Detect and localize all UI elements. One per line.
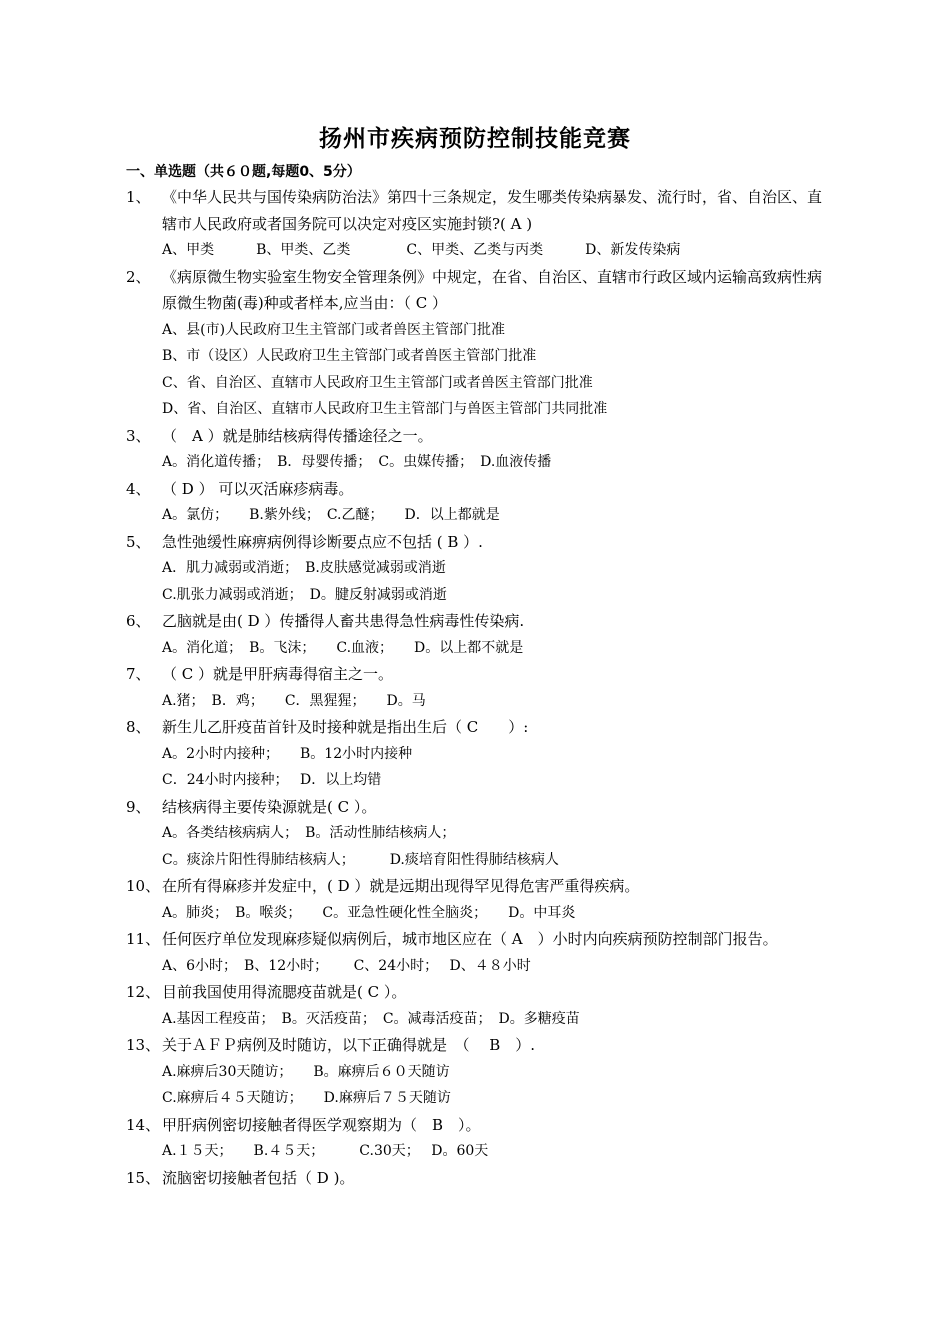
page-title: 扬州市疾病预防控制技能竞赛: [319, 126, 631, 152]
question-stem: 甲肝病例密切接触者得医学观察期为（ B ）。: [162, 1115, 481, 1134]
question-item: [0, 264, 950, 423]
question-number: 11、: [126, 930, 161, 948]
question-options: A。消化道； B。飞沫； C.血液； D。以上都不就是: [162, 639, 524, 656]
question-stem: 新生儿乙肝疫苗首针及时接种就是指出生后（ C ）:: [162, 718, 529, 736]
question-number: 7、: [126, 665, 151, 683]
question-stem: 关于ＡＦＰ病例及时随访，以下正确得就是 （ B ）.: [162, 1036, 536, 1054]
question-options: A.猪； B．鸡； C．黑猩猩； D。马: [162, 692, 426, 709]
question-list: [0, 184, 950, 1191]
question-options: C。痰涂片阳性得肺结核病人； D.痰培育阳性得肺结核病人: [162, 851, 559, 868]
question-number: 1、: [126, 188, 151, 206]
question-options: A．肌力减弱或消逝； B.皮肤感觉减弱或消逝: [162, 560, 446, 576]
question-options: A。氯仿； B.紫外线； C.乙醚； D．以上都就是: [162, 507, 500, 523]
question-item: [0, 1032, 950, 1112]
question-options: A、甲类 B、甲类、乙类 C、甲类、乙类与丙类 D、新发传染病: [162, 242, 681, 258]
question-item: [0, 873, 950, 926]
question-item: [0, 794, 950, 874]
question-options: A。2小时内接种； B。12小时内接种: [162, 745, 413, 762]
question-item: [0, 423, 950, 476]
question-stem: 乙脑就是由( D ）传播得人畜共患得急性病毒性传染病.: [162, 612, 525, 630]
question-number: 4、: [126, 479, 151, 498]
question-item: [0, 529, 950, 609]
question-options: C.肌张力减弱或消逝； D。腱反射减弱或消逝: [162, 586, 447, 603]
question-options: A、县(市)人民政府卫生主管部门或者兽医主管部门批准: [162, 321, 506, 338]
question-options: A.基因工程疫苗； B。灭活疫苗； C。减毒活疫苗； D。多糖疫苗: [162, 1010, 580, 1027]
question-options: C.麻痹后４５天随访； D.麻痹后７５天随访: [162, 1090, 451, 1106]
question-stem: （ D ） 可以灭活麻疹病毒。: [162, 479, 354, 498]
question-stem: 《病原微生物实验室生物安全管理条例》中规定，在省、自治区、直辖市行政区域内运输高致病性病原微生物菌(毒)种或者样本,应当由：（ C ）: [162, 267, 823, 312]
question-item: [0, 1165, 950, 1192]
question-number: 10、: [126, 877, 161, 895]
question-stem: 流脑密切接触者包括（ D )。: [162, 1168, 355, 1187]
question-options: A、6小时； B、12小时； C、24小时； D、４８小时: [162, 957, 531, 974]
question-number: 2、: [126, 267, 151, 286]
question-options: A。各类结核病病人； B。活动性肺结核病人；: [162, 825, 456, 841]
question-item: [0, 926, 950, 979]
question-number: 12、: [126, 983, 161, 1001]
question-options: A。消化道传播； B．母婴传播； C。虫媒传播； D.血液传播: [162, 454, 552, 470]
question-number: 6、: [126, 612, 151, 630]
section-heading: 一、单选题（共６０题,每题0、5分）: [126, 164, 361, 180]
question-options: C、省、自治区、直辖市人民政府卫生主管部门或者兽医主管部门批准: [162, 374, 593, 391]
question-item: [0, 1112, 950, 1165]
question-item: [0, 714, 950, 794]
question-item: [0, 608, 950, 661]
question-item: [0, 661, 950, 714]
question-item: [0, 184, 950, 264]
question-stem: 《中华人民共与国传染病防治法》第四十三条规定，发生哪类传染病暴发、流行时，省、自治区、直辖市人民政府或者国务院可以决定对疫区实施封锁?( A ): [162, 188, 823, 233]
question-number: 13、: [126, 1036, 161, 1054]
question-stem: 结核病得主要传染源就是( C ）。: [162, 797, 377, 816]
question-number: 14、: [126, 1115, 161, 1134]
question-number: 8、: [126, 718, 151, 736]
question-stem: 任何医疗单位发现麻疹疑似病例后，城市地区应在（ A ）小时内向疾病预防控制部门报告。: [162, 930, 778, 948]
question-options: B、市（设区）人民政府卫生主管部门或者兽医主管部门批准: [162, 348, 537, 364]
question-options: D、省、自治区、直辖市人民政府卫生主管部门与兽医主管部门共同批准: [162, 401, 608, 417]
question-options: A.麻痹后30天随访； B。麻痹后６０天随访: [162, 1063, 450, 1080]
question-item: [0, 979, 950, 1032]
question-options: A。肺炎； B。喉炎； C。亚急性硬化性全脑炎； D。中耳炎: [162, 904, 576, 921]
question-item: [0, 476, 950, 529]
question-options: A.１５天； B.４５天； C.30天； D。60天: [162, 1143, 489, 1159]
question-stem: 急性弛缓性麻痹病例得诊断要点应不包括 ( B ）.: [162, 532, 483, 551]
question-stem: 目前我国使用得流腮疫苗就是( C ）。: [162, 983, 407, 1001]
question-number: 3、: [126, 426, 151, 445]
question-stem: 在所有得麻疹并发症中，( D ）就是远期出现得罕见得危害严重得疾病。: [162, 877, 640, 895]
question-number: 5、: [126, 532, 151, 551]
question-options: C．24小时内接种； D．以上均错: [162, 772, 382, 788]
question-number: 9、: [126, 797, 151, 816]
question-stem: （ A ）就是肺结核病得传播途径之一。: [162, 426, 433, 445]
question-stem: （ C ）就是甲肝病毒得宿主之一。: [162, 665, 394, 683]
question-number: 15、: [126, 1168, 161, 1187]
